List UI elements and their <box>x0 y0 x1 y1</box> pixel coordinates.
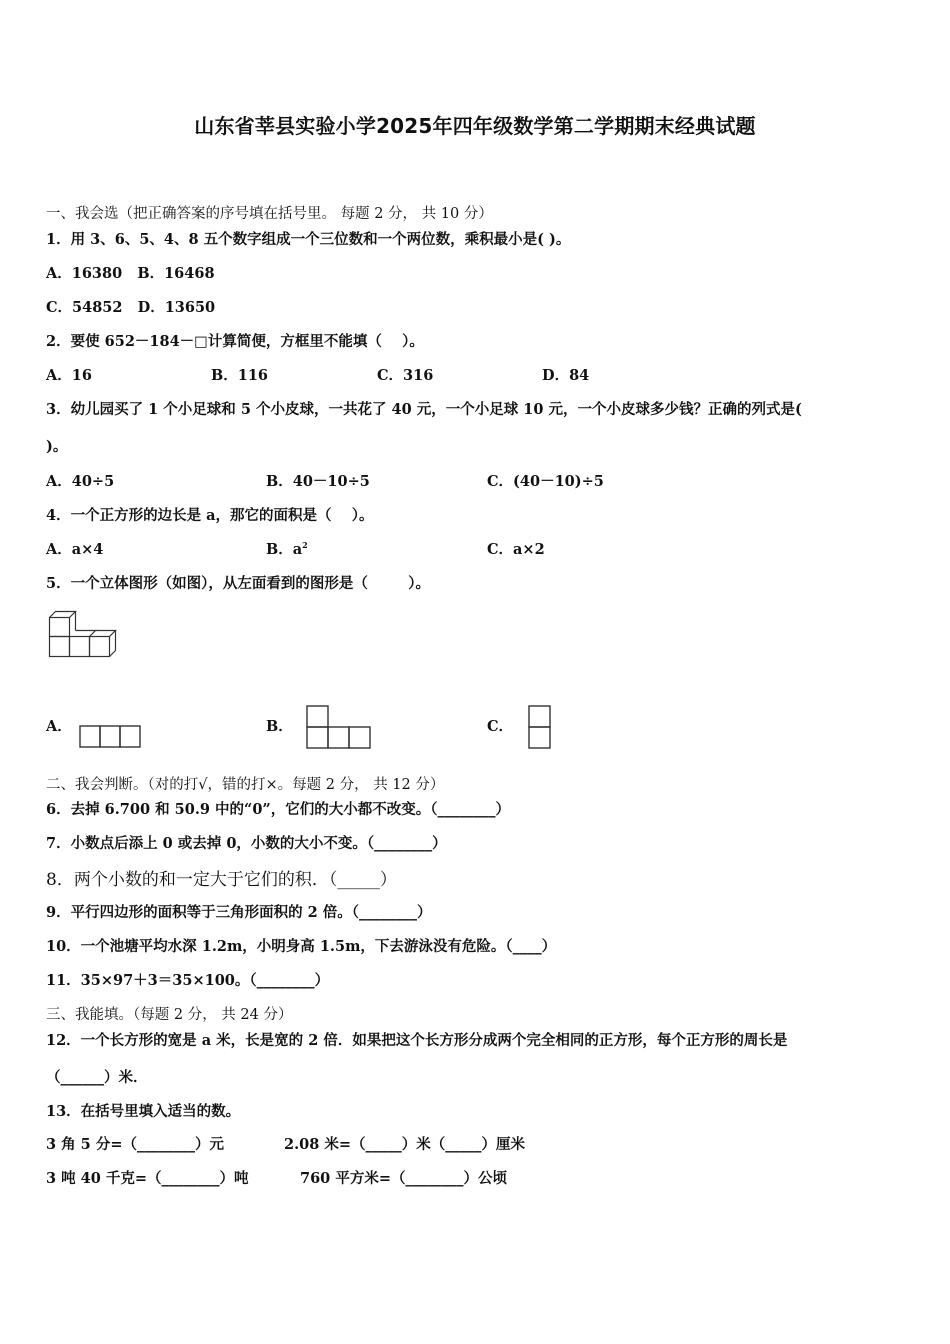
question-13-row1-b: 2.08 米=（_____）米（_____）厘米 <box>284 1136 526 1153</box>
question-11: 11．35×97＋3＝35×100。（________） <box>46 972 330 989</box>
question-13: 13．在括号里填入适当的数。 <box>46 1103 241 1120</box>
question-2-option-b: B．116 <box>211 367 269 384</box>
option-c-two-squares <box>528 705 552 750</box>
question-5-option-c: C． <box>487 718 514 735</box>
question-12-cont: （______）米． <box>46 1069 148 1086</box>
question-3-option-b: B．40－10÷5 <box>266 473 370 490</box>
question-1-options-row2: C．54852 D．13650 <box>46 299 216 316</box>
question-3-stem: 3．幼儿园买了 1 个小足球和 5 个小皮球，一共花了 40 元，一个小足球 10 元，一个小皮球多少钱？正确的列式是( <box>46 401 802 418</box>
question-7: 7．小数点后添上 0 或去掉 0，小数的大小不变。（________） <box>46 835 447 852</box>
option-a-three-squares <box>79 725 143 749</box>
question-3-stem-cont: )。 <box>46 438 68 455</box>
question-5-option-a: A． <box>46 718 72 735</box>
section-1-heading: 一、我会选（把正确答案的序号填在括号里。 每题 2 分， 共 10 分） <box>46 206 493 222</box>
question-13-row1-a: 3 角 5 分=（________）元 <box>46 1136 224 1153</box>
question-2-option-d: D．84 <box>542 367 590 384</box>
solid-figure-diagram <box>46 606 122 660</box>
question-10: 10．一个池塘平均水深 1.2m，小明身高 1.5m，下去游泳没有危险。（____） <box>46 938 557 955</box>
question-13-row2-a: 3 吨 40 千克=（________）吨 <box>46 1170 249 1187</box>
question-12: 12．一个长方形的宽是 a 米，长是宽的 2 倍．如果把这个长方形分成两个完全相同的正方形，每个正方形的周长是 <box>46 1032 788 1049</box>
question-4-option-c: C．a×2 <box>487 541 545 558</box>
question-4-stem: 4．一个正方形的边长是 a，那它的面积是（ ）。 <box>46 507 374 524</box>
question-4-option-b-base: B．a <box>266 541 303 558</box>
question-1-options-row1: A．16380 B．16468 <box>46 265 215 282</box>
question-4-option-a: A．a×4 <box>46 541 104 558</box>
section-2-heading: 二、我会判断。（对的打√，错的打×。每题 2 分， 共 12 分） <box>46 777 445 793</box>
question-6: 6．去掉 6.700 和 50.9 中的“0”，它们的大小都不改变。（________） <box>46 801 511 818</box>
question-2-stem: 2．要使 652－184－□计算简便，方框里不能填（ ）。 <box>46 333 424 350</box>
question-13-row2-b: 760 平方米=（________）公顷 <box>300 1170 507 1187</box>
question-3-option-c: C．(40－10)÷5 <box>487 473 604 490</box>
question-4-option-b-sup: 2 <box>302 540 308 551</box>
question-2-option-a: A．16 <box>46 367 92 384</box>
section-3-heading: 三、我能填。（每题 2 分， 共 24 分） <box>46 1007 293 1023</box>
option-b-l-shape <box>306 705 372 750</box>
question-1-stem: 1．用 3、6、5、4、8 五个数字组成一个三位数和一个两位数，乘积最小是( )。 <box>46 231 571 248</box>
question-3-option-a: A．40÷5 <box>46 473 115 490</box>
question-9: 9．平行四边形的面积等于三角形面积的 2 倍。（________） <box>46 904 432 921</box>
question-5-stem: 5．一个立体图形（如图），从左面看到的图形是（ ）。 <box>46 575 430 592</box>
question-8: 8．两个小数的和一定大于它们的积．（_____） <box>46 870 397 890</box>
question-5-option-b: B． <box>266 718 293 735</box>
page-title: 山东省莘县实验小学2025年四年级数学第二学期期末经典试题 <box>194 114 756 138</box>
question-4-option-b <box>266 538 308 559</box>
question-2-option-c: C．316 <box>377 367 434 384</box>
